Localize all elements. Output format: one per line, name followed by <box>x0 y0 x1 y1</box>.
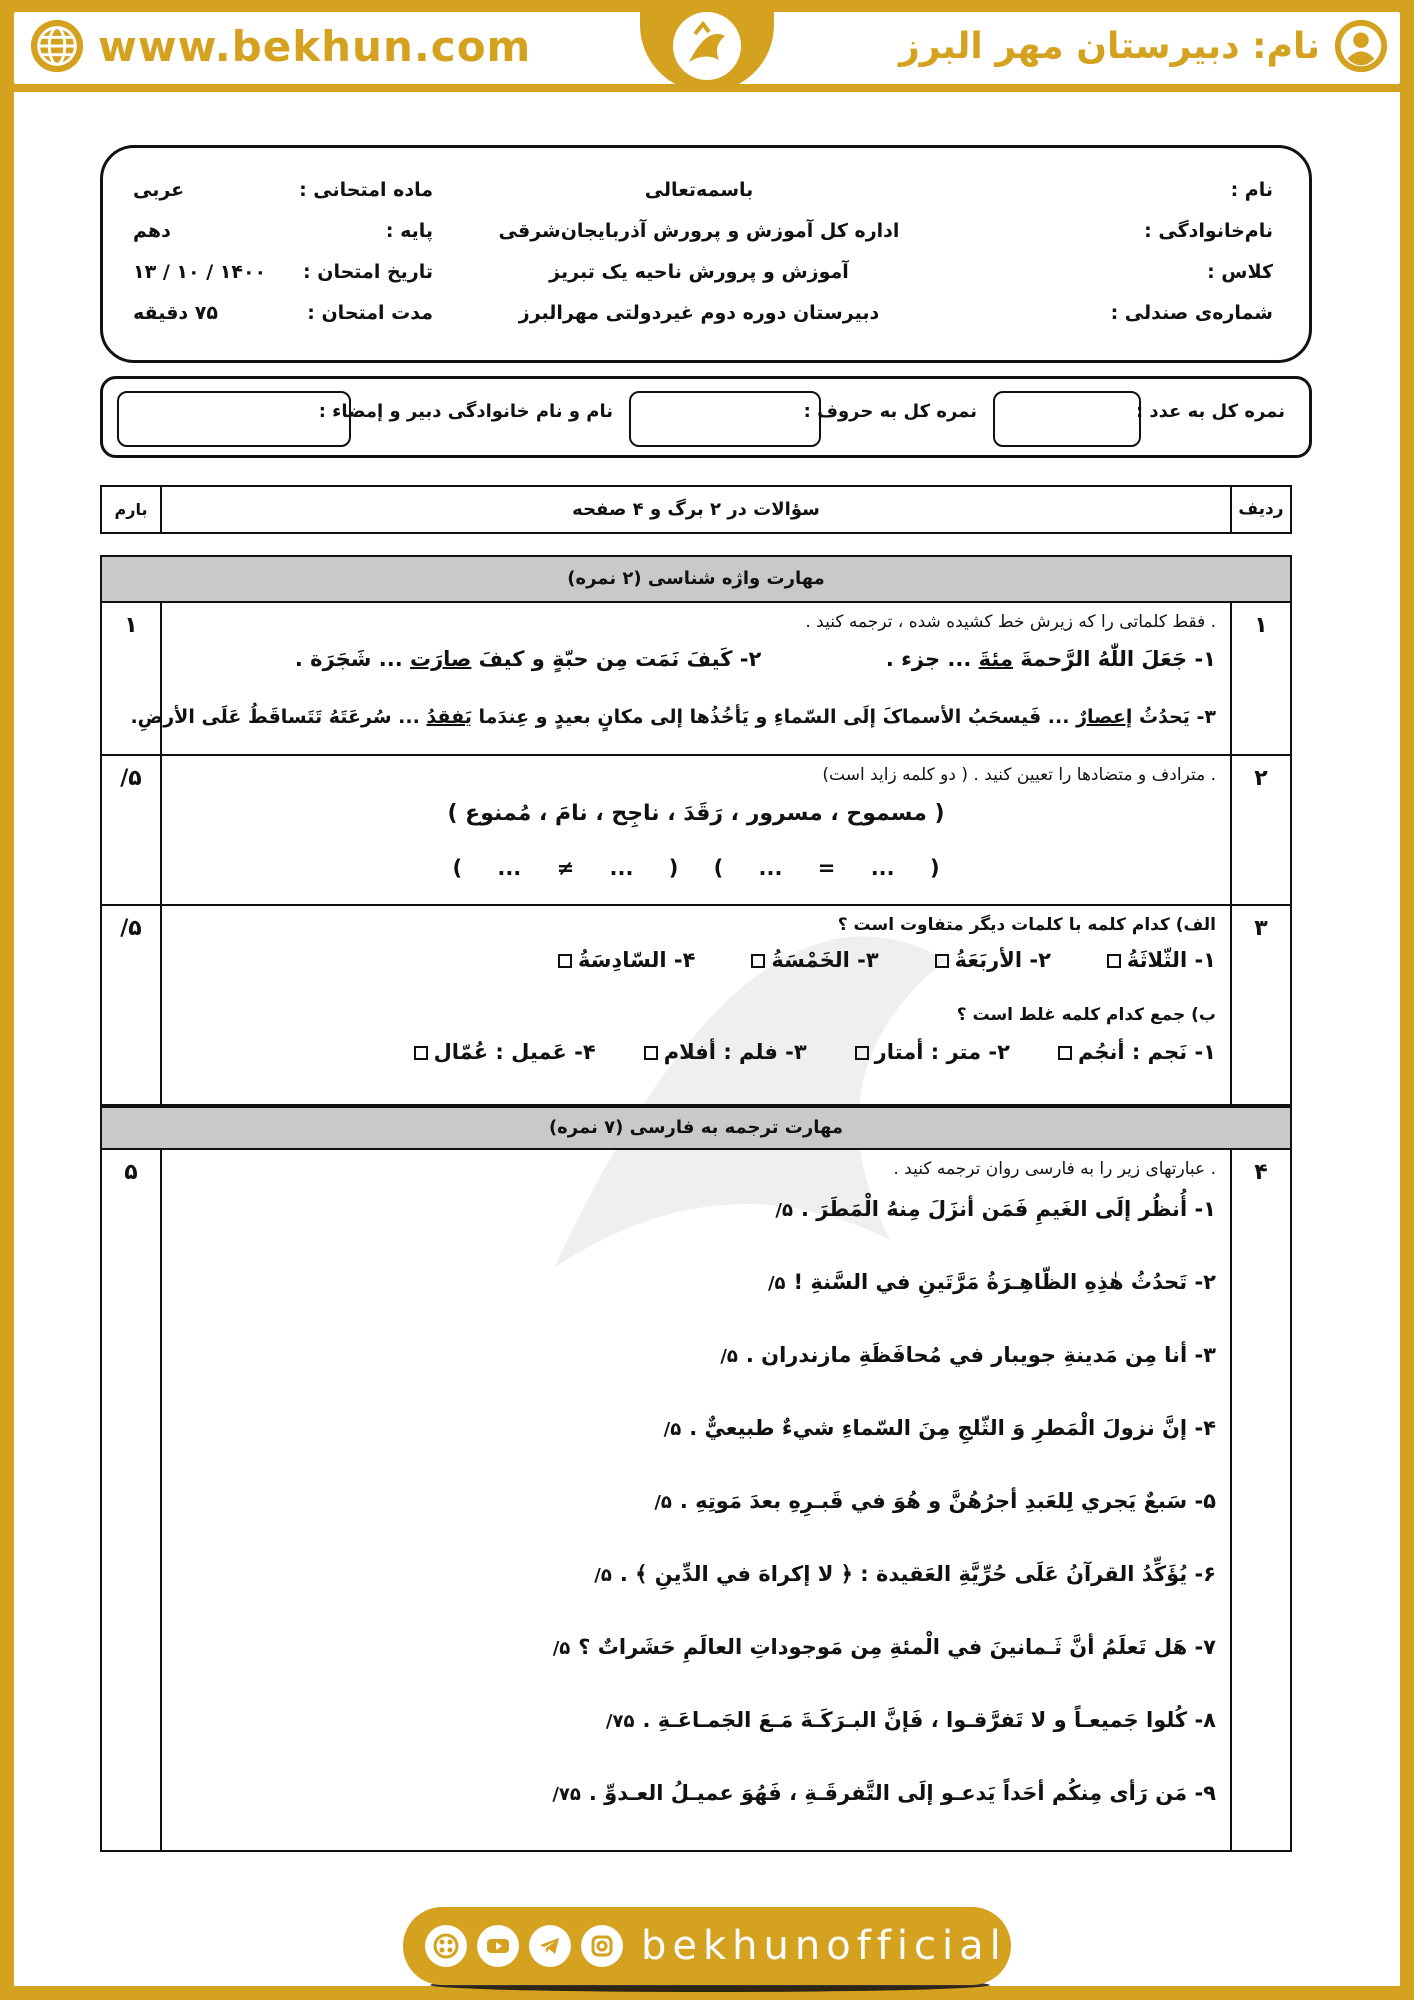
q1-b-underlined: صارَت <box>409 647 472 671</box>
q3-a-option-2[interactable] <box>935 940 1051 980</box>
question-score: ۵ <box>102 1150 162 1850</box>
sentence-text: ۸- کُلوا جَمیعـاً و لا تَفرَّقـوا ، فَإنَّ البـرَکَـةَ مَـعَ الجَمـاعَـةِ . <box>642 1708 1216 1732</box>
sentence-mark: ۵/ <box>654 1492 672 1513</box>
q1-b-post: ... شَجَرَة . <box>294 647 410 671</box>
question-3 <box>100 906 1292 1106</box>
q1-c-mid: ... فَیسحَبُ الأسماکَ إلَی السّماءِ و یَأخُذُها إلی مکانٍ بعیدٍ و عِندَما <box>471 706 1077 728</box>
logo-emblem-icon <box>659 6 755 86</box>
user-icon <box>1332 17 1390 75</box>
q1-c-post: ... سُرعَتَهُ تَتَساقَطُ عَلَی الأرضِ. <box>130 706 427 728</box>
sentence-mark: ۵/ <box>552 1638 571 1659</box>
name-field-label: نام : <box>1230 179 1273 201</box>
q4-sentence-5 <box>176 1474 1216 1547</box>
section-vocab: مهارت واژه شناسی (۲ نمره) <box>100 555 1292 603</box>
teacher-signature-field[interactable] <box>117 391 351 447</box>
q1-c-underlined-2: یَفقدُ <box>426 706 472 728</box>
sentence-mark: ۵/ <box>594 1565 612 1586</box>
grades-box <box>100 376 1312 458</box>
letter-grade-label: نمره کل به حروف : <box>803 401 977 422</box>
sentence-mark: ۷۵/ <box>605 1711 635 1732</box>
question-body <box>162 906 1230 1104</box>
checkbox[interactable] <box>935 954 949 968</box>
q1-a-underlined: مئةَ <box>978 647 1013 671</box>
q1-c-pre: ۳- یَحدُثُ <box>1132 706 1216 728</box>
sentence-mark: ۷۵/ <box>552 1784 581 1805</box>
subject-value: عربی <box>133 179 185 201</box>
sentence-text: ۶- یُؤَکِّدُ القرآنُ عَلَی حُرِّیَّةِ العَقیدة : ﴿ لا إکراهَ في الدِّینِ ﴾ . <box>619 1562 1216 1586</box>
q4-sentence-1 <box>176 1182 1216 1255</box>
top-banner <box>0 0 1414 92</box>
telegram-icon[interactable] <box>529 1925 571 1967</box>
sentence-text: ۳- أنا مِن مَدینةِ جویبار في مُحافَظَةِ مازندران . <box>745 1343 1216 1367</box>
table-header <box>100 485 1292 534</box>
q3-a-options <box>176 940 1216 980</box>
sentence-mark: ۵/ <box>767 1273 786 1294</box>
q3-b-option-4[interactable] <box>414 1032 596 1072</box>
class-field-label: کلاس : <box>1207 261 1273 283</box>
q3-a-option-3[interactable] <box>751 940 878 980</box>
sentence-text: ۵- سَبعٌ یَجري لِلعَبدِ أجرُهُنَّ و هُوَ في قَبـرِهِ بعدَ مَوتِهِ . <box>679 1489 1216 1513</box>
score-header: بارم <box>102 487 162 532</box>
option-label: ۴- عَمیل : عُمّال <box>433 1040 596 1064</box>
exam-info-box <box>100 145 1312 363</box>
sentence-text: ۷- هَل تَعلَمُ أنَّ ثَـمانینَ في الْمئةِ مِن مَوجوداتِ العالَمِ حَشَراتٌ ؟ <box>578 1635 1216 1659</box>
duration-value: ۷۵ دقیقه <box>133 302 218 324</box>
youtube-icon[interactable] <box>477 1925 519 1967</box>
seat-field-label: شماره‌ی صندلی : <box>1110 302 1273 324</box>
sentence-text: ۲- تَحدُثُ هٰذِهِ الظّاهِـرَةُ مَرَّتَینِ في السَّنةِ ! <box>793 1270 1216 1294</box>
sentence-text: ۱- أُنظُر إلَی الغَیمِ فَمَن أنزَلَ مِنهُ الْمَطَرَ . <box>800 1197 1216 1221</box>
option-label: ۳- الخَمْسَةُ <box>771 948 879 972</box>
institution-block <box>489 170 909 334</box>
q4-sentence-9 <box>176 1766 1216 1839</box>
question-1 <box>100 603 1292 756</box>
student-fields <box>913 170 1273 334</box>
q3-b-options <box>176 1032 1216 1072</box>
date-row <box>133 252 433 293</box>
question-score: ۱ <box>102 603 162 754</box>
website-text[interactable]: www.bekhun.com <box>98 21 532 71</box>
option-label: ۲- الأربَعَةُ <box>954 948 1051 972</box>
numeric-grade-field[interactable] <box>993 391 1141 447</box>
exam-details <box>133 170 433 334</box>
q4-sentence-6 <box>176 1547 1216 1620</box>
option-label: ۱- الثّلاثَةُ <box>1126 948 1216 972</box>
school-full-name: دبیرستان دوره دوم غیردولتی مهرالبرز <box>518 302 880 324</box>
question-2 <box>100 756 1292 906</box>
letter-grade-field[interactable] <box>629 391 821 447</box>
question-4 <box>100 1150 1292 1852</box>
family-field-label: نام‌خانوادگی : <box>1144 220 1273 242</box>
section-translation: مهارت ترجمه به فارسی (۷ نمره) <box>100 1106 1292 1150</box>
department: اداره کل آموزش و پرورش آذربایجان‌شرقی <box>498 220 900 242</box>
question-body <box>162 756 1230 904</box>
teacher-label: نام و نام خانوادگی دبیر و إمضاء : <box>318 401 613 422</box>
instagram-icon[interactable] <box>581 1925 623 1967</box>
q3-b-option-3[interactable] <box>644 1032 807 1072</box>
q2-word-bank: ( مسموح ، مسرور ، رَقَدَ ، ناجِح ، نامَ ، مُمنوع ) <box>447 801 945 826</box>
option-label: ۴- السّادِسَةُ <box>578 948 696 972</box>
q4-sentence-7 <box>176 1620 1216 1693</box>
q3-a-instruction: الف) کدام کلمه با کلمات دیگر متفاوت است ؟ <box>837 915 1216 935</box>
grade-label: پایه : <box>385 220 433 242</box>
q3-b-option-2[interactable] <box>855 1032 1010 1072</box>
question-number: ۴ <box>1230 1150 1290 1850</box>
question-number: ۲ <box>1230 756 1290 904</box>
footer-social-bar <box>403 1907 1011 1985</box>
question-instruction: . عبارتهای زیر را به فارسی روان ترجمه کنید . <box>893 1159 1216 1179</box>
q1-c-underlined-1: إعصارٌ <box>1076 706 1133 728</box>
q1-a-pre: ۱- جَعَلَ اللّٰهُ الرَّحمةَ <box>1012 647 1216 671</box>
subject-label: ماده امتحانی : <box>299 179 433 201</box>
website-link[interactable] <box>28 16 531 76</box>
duration-row <box>133 293 433 334</box>
school-name: نام: دبیرستان مهر البرز <box>899 25 1320 67</box>
questions-title: سؤالات در ۲ برگ و ۴ صفحه <box>572 499 820 520</box>
q3-b-option-1[interactable] <box>1058 1032 1216 1072</box>
question-number: ۳ <box>1230 906 1290 1104</box>
sentence-text: ۹- مَن رَأی مِنکُم أحَداً یَدعـو إلَی التَّفرقَـةِ ، فَهُوَ عمیـلُ العـدوِّ . <box>588 1781 1216 1805</box>
grade-value: دهم <box>133 220 171 242</box>
question-instruction: . فقط کلماتی را که زیرش خط کشیده شده ، ترجمه کنید . <box>805 612 1216 632</box>
grade-row <box>133 211 433 252</box>
checkbox[interactable] <box>558 954 572 968</box>
checkbox[interactable] <box>855 1046 869 1060</box>
duration-label: مدت امتحان : <box>307 302 433 324</box>
question-score: ۵/ <box>102 756 162 904</box>
numeric-grade-label: نمره کل به عدد : <box>1135 401 1285 422</box>
sentence-mark: ۵/ <box>775 1200 793 1221</box>
question-instruction: . مترادف و متضادها را تعیین کنید . ( دو کلمه زاید است) <box>822 765 1216 785</box>
date-value: ۱۴۰۰ / ۱۰ / ۱۳ <box>133 261 267 283</box>
q4-sentence-3 <box>176 1328 1216 1401</box>
aparat-icon[interactable] <box>425 1925 467 1967</box>
question-score: ۵/ <box>102 906 162 1104</box>
question-body <box>130 603 1230 754</box>
checkbox[interactable] <box>751 954 765 968</box>
bekhun-logo <box>640 0 774 92</box>
bismillah: باسمه‌تعالی <box>644 179 754 201</box>
q2-answer-pattern[interactable]: ( ... = ... ) ( ... ≠ ... ) <box>452 856 940 880</box>
option-label: ۲- متر : أمتار <box>874 1040 1010 1064</box>
q1-a-post: ... جزء . <box>885 647 979 671</box>
q3-b-instruction: ب) جمع کدام کلمه غلط است ؟ <box>956 1005 1216 1025</box>
option-label: ۱- نَجم : أنجُم <box>1077 1040 1216 1064</box>
checkbox[interactable] <box>414 1046 428 1060</box>
sentence-text: ۴- إنَّ نزولَ الْمَطرِ وَ الثّلجِ مِنَ السّماءِ شيءٌ طبیعيٌّ . <box>689 1416 1216 1440</box>
q4-sentence-4 <box>176 1401 1216 1474</box>
checkbox[interactable] <box>1058 1046 1072 1060</box>
q3-a-option-1[interactable] <box>1107 940 1216 980</box>
globe-icon <box>28 17 86 75</box>
district: آموزش و پرورش ناحیه یک تبریز <box>549 261 849 283</box>
q1-b-pre: ۲- کَیفَ نَمَت مِن حبّةٍ و کیفَ <box>471 647 762 671</box>
sentence-mark: ۵/ <box>663 1419 682 1440</box>
q4-sentence-8 <box>176 1693 1216 1766</box>
question-number: ۱ <box>1230 603 1290 754</box>
checkbox[interactable] <box>1107 954 1121 968</box>
row-header: ردیف <box>1230 487 1290 532</box>
sentence-mark: ۵/ <box>720 1346 738 1367</box>
option-label: ۳- فلم : أفلام <box>663 1040 807 1064</box>
school-name-area <box>899 16 1390 76</box>
subject-row <box>133 170 433 211</box>
date-label: تاریخ امتحان : <box>303 261 433 283</box>
q1-line-1 <box>176 639 1216 679</box>
checkbox[interactable] <box>644 1046 658 1060</box>
question-body <box>162 1150 1230 1850</box>
q3-a-option-4[interactable] <box>558 940 695 980</box>
q4-sentence-2 <box>176 1255 1216 1328</box>
social-handle[interactable]: bekhunofficial <box>641 1923 1007 1969</box>
q1-line-2 <box>130 697 1216 737</box>
